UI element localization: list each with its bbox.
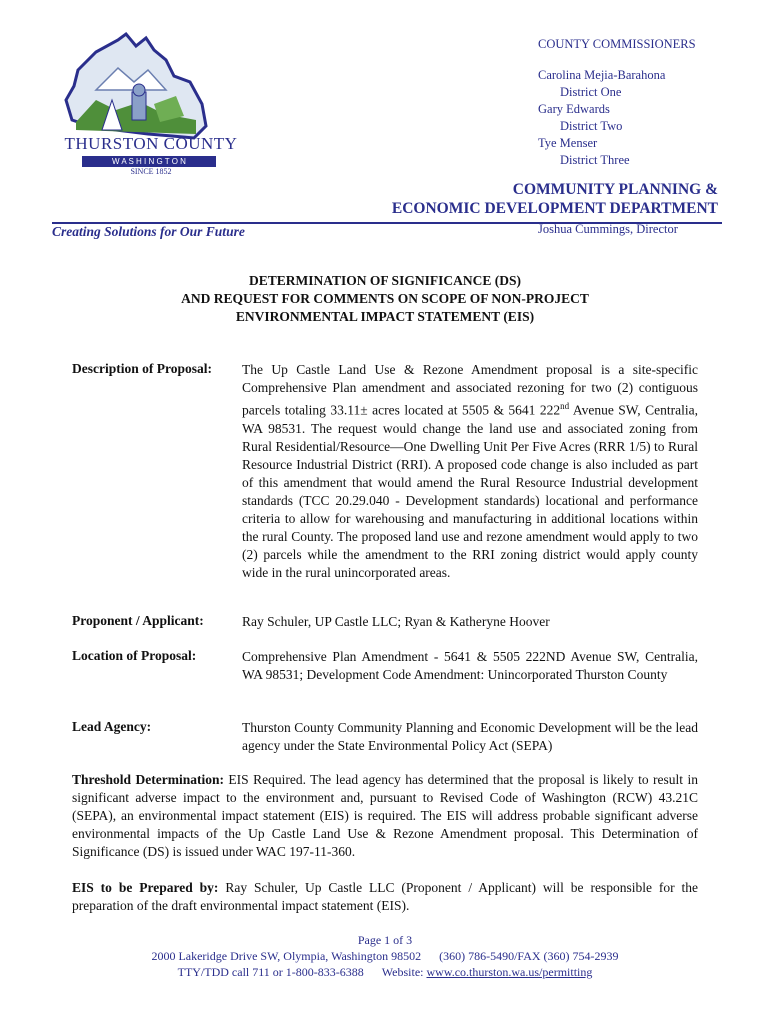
footer-contact-line bbox=[0, 964, 770, 980]
commissioners-heading: COUNTY COMMISSIONERS bbox=[538, 37, 696, 51]
director: Joshua Cummings, Director bbox=[538, 222, 678, 236]
commissioner-district: District Two bbox=[560, 119, 623, 133]
footer-website-label: Website: bbox=[381, 965, 424, 979]
department-line-1: COMMUNITY PLANNING & bbox=[512, 181, 718, 198]
lead-agency-text: Thurston County Community Planning and Economic Development will be the lead agency under the State Environmental Policy Act (SEPA) bbox=[242, 720, 698, 753]
description-text-part-2: Avenue SW, Centralia, WA 98531. The request would change the land use and associated zoning from Rural Residential/Resource—One Dwelling Unit Per Five Acres (RRR 1/5) to Rural Resource Industrial District (RRI). A proposed code change is also included as part of this amendment that would amend the Rural Resource Industrial development standards (TCC 20.29.040 - Development standards) locational and performance criteria to allow for warehousing and manufacturing in additional locations within the rural County. The proposed land use and rezone amendment would apply to two (2) parcels while the amendment to the RRI zoning district would apply county wide in the rural unincorporated areas. bbox=[242, 402, 698, 580]
department-line-2: ECONOMIC DEVELOPMENT DEPARTMENT bbox=[391, 200, 718, 217]
commissioner-name: Carolina Mejia-Barahona bbox=[538, 68, 666, 82]
footer-address: 2000 Lakeridge Drive SW, Olympia, Washington 98502 bbox=[151, 949, 422, 963]
footer-address-line bbox=[0, 948, 770, 964]
logo-since: SINCE 1852 bbox=[130, 167, 172, 176]
footer-phone: (360) 786-5490/FAX (360) 754-2939 bbox=[439, 949, 619, 963]
commissioner-district: District One bbox=[560, 85, 622, 99]
thurston-county-logo bbox=[56, 30, 256, 180]
title-line-2: AND REQUEST FOR COMMENTS ON SCOPE OF NON-PROJECT bbox=[181, 291, 589, 306]
department-name bbox=[392, 180, 718, 218]
description-label: Description of Proposal: bbox=[72, 361, 212, 376]
eis-prepared-label: EIS to be Prepared by: bbox=[72, 880, 219, 895]
threshold-paragraph bbox=[72, 771, 698, 861]
document-title bbox=[0, 272, 770, 326]
footer-tty: TTY/TDD call 711 or 1-800-833-6388 bbox=[177, 965, 364, 979]
eis-prepared-text: Ray Schuler, Up Castle LLC (Proponent / Applicant) will be responsible for the preparation of the draft environmental impact statement (EIS). bbox=[72, 880, 698, 913]
footer-website-link[interactable]: www.co.thurston.wa.us/permitting bbox=[426, 965, 593, 979]
threshold-text: EIS Required. The lead agency has determined that the proposal is likely to result in significant adverse impact to the environment and, pursuant to Revised Code of Washington (RCW) 43.21C (SEPA), an environmental impact statement (EIS) is required. The EIS will address probable significant adverse environmental impacts of the Up Castle Land Use & Rezone Amendment proposal. This Determination of Significance (DS) is issued under WAC 197-11-360. bbox=[72, 772, 698, 859]
commissioner-name: Tye Menser bbox=[538, 136, 598, 150]
location-label: Location of Proposal: bbox=[72, 648, 197, 663]
description-text-part-1: The Up Castle Land Use & Rezone Amendment proposal is a site-specific Comprehensive Plan amendment and associated rezoning for two (2) contiguous parcels totaling 33.11± acres located at 5505 & 5641 222 bbox=[242, 362, 698, 418]
proponent-text: Ray Schuler, UP Castle LLC; Ryan & Katheryne Hoover bbox=[242, 614, 550, 629]
logo-state: W A S H I N G T O N bbox=[82, 156, 216, 167]
threshold-label: Threshold Determination: bbox=[72, 772, 224, 787]
lead-agency-label: Lead Agency: bbox=[72, 719, 152, 734]
location-text: Comprehensive Plan Amendment - 5641 & 5505 222ND Avenue SW, Centralia, WA 98531; Development Code Amendment: Unincorporated Thurston County bbox=[242, 649, 698, 682]
title-line-1: DETERMINATION OF SIGNIFICANCE (DS) bbox=[249, 273, 521, 288]
description-text bbox=[242, 361, 698, 582]
commissioner-name: Gary Edwards bbox=[538, 102, 610, 116]
eis-prepared-paragraph bbox=[72, 879, 698, 915]
logo-county-name: THURSTON COUNTY bbox=[64, 134, 238, 153]
commissioner-district: District Three bbox=[560, 153, 630, 167]
title-line-3: ENVIRONMENTAL IMPACT STATEMENT (EIS) bbox=[235, 309, 535, 324]
commissioners-list bbox=[538, 36, 696, 169]
description-superscript: nd bbox=[560, 401, 570, 411]
page-number: Page 1 of 3 bbox=[357, 933, 413, 947]
slogan: Creating Solutions for Our Future bbox=[52, 224, 245, 239]
proponent-label: Proponent / Applicant: bbox=[72, 613, 204, 628]
